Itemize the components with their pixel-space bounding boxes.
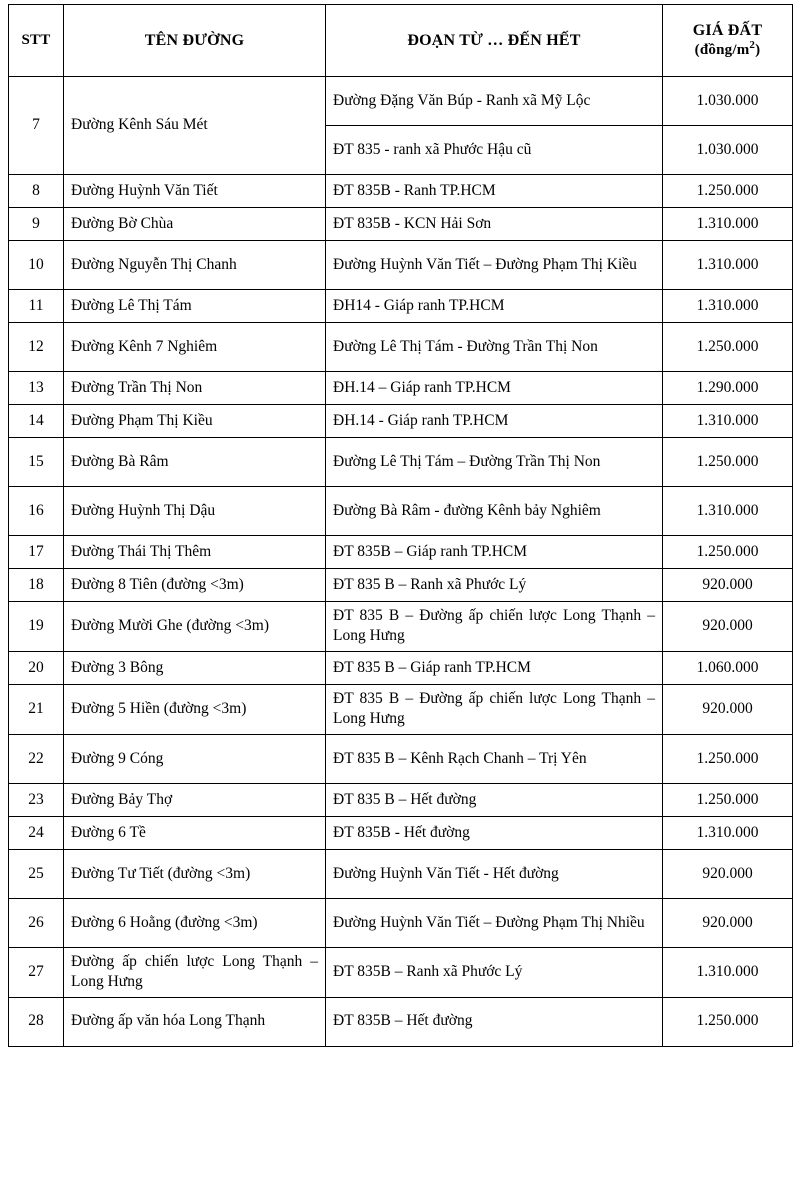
cell-stt: 27: [9, 947, 64, 997]
cell-ten-duong: Đường 5 Hiền (đường <3m): [64, 684, 326, 734]
cell-ten-duong: Đường Lê Thị Tám: [64, 290, 326, 323]
table-row: [9, 290, 793, 323]
cell-doan-tu-den-het: ĐH14 - Giáp ranh TP.HCM: [326, 290, 663, 323]
cell-doan-tu-den-het: ĐH.14 - Giáp ranh TP.HCM: [326, 405, 663, 438]
cell-stt: 24: [9, 816, 64, 849]
cell-doan-tu-den-het: Đường Lê Thị Tám – Đường Trần Thị Non: [326, 438, 663, 487]
cell-doan-tu-den-het: Đường Huỳnh Văn Tiết – Đường Phạm Thị Kiều: [326, 241, 663, 290]
cell-ten-duong: Đường Bờ Chùa: [64, 208, 326, 241]
cell-gia-dat: 920.000: [663, 569, 793, 602]
cell-stt: 22: [9, 734, 64, 783]
column-header-ten-duong: TÊN ĐƯỜNG: [64, 5, 326, 77]
cell-doan-tu-den-het: ĐT 835B – Ranh xã Phước Lý: [326, 947, 663, 997]
cell-stt: 10: [9, 241, 64, 290]
cell-gia-dat: 920.000: [663, 684, 793, 734]
table-row: [9, 783, 793, 816]
cell-gia-dat: 1.250.000: [663, 438, 793, 487]
column-header-doan-tu-den-het: ĐOẠN TỪ … ĐẾN HẾT: [326, 5, 663, 77]
cell-stt: 15: [9, 438, 64, 487]
cell-ten-duong: Đường Thái Thị Thêm: [64, 536, 326, 569]
gia-dat-title: GIÁ ĐẤT: [692, 22, 763, 40]
cell-ten-duong: Đường Huỳnh Văn Tiết: [64, 175, 326, 208]
table-header: [9, 5, 793, 77]
table-row: [9, 372, 793, 405]
cell-doan-tu-den-het: ĐT 835B - KCN Hải Sơn: [326, 208, 663, 241]
cell-gia-dat: 1.290.000: [663, 372, 793, 405]
cell-stt: 20: [9, 651, 64, 684]
cell-ten-duong: Đường ấp văn hóa Long Thạnh: [64, 997, 326, 1046]
cell-ten-duong: Đường Nguyễn Thị Chanh: [64, 241, 326, 290]
cell-stt: 26: [9, 898, 64, 947]
table-row: [9, 536, 793, 569]
cell-doan-tu-den-het: Đường Đặng Văn Búp - Ranh xã Mỹ Lộc: [326, 77, 663, 126]
gia-dat-unit: [670, 41, 785, 61]
cell-doan-tu-den-het: ĐT 835 B – Đường ấp chiến lược Long Thạnh – Long Hưng: [326, 602, 663, 652]
cell-doan-tu-den-het: ĐT 835 B – Ranh xã Phước Lý: [326, 569, 663, 602]
cell-ten-duong: Đường Phạm Thị Kiều: [64, 405, 326, 438]
cell-gia-dat: 1.310.000: [663, 947, 793, 997]
cell-doan-tu-den-het: ĐT 835B - Hết đường: [326, 816, 663, 849]
cell-ten-duong: Đường Mười Ghe (đường <3m): [64, 602, 326, 652]
cell-ten-duong: Đường 9 Cóng: [64, 734, 326, 783]
cell-stt: 8: [9, 175, 64, 208]
cell-stt: 14: [9, 405, 64, 438]
cell-doan-tu-den-het: ĐT 835 B – Đường ấp chiến lược Long Thạnh – Long Hưng: [326, 684, 663, 734]
cell-gia-dat: 1.030.000: [663, 126, 793, 175]
cell-gia-dat: 1.250.000: [663, 175, 793, 208]
cell-stt: 21: [9, 684, 64, 734]
cell-doan-tu-den-het: Đường Bà Râm - đường Kênh bảy Nghiêm: [326, 487, 663, 536]
cell-doan-tu-den-het: ĐT 835 B – Giáp ranh TP.HCM: [326, 651, 663, 684]
cell-stt: 18: [9, 569, 64, 602]
cell-gia-dat: 1.310.000: [663, 405, 793, 438]
table-row: [9, 651, 793, 684]
table-body: [9, 77, 793, 1047]
unit-superscript: 2: [749, 39, 756, 52]
cell-doan-tu-den-het: ĐT 835 B – Kênh Rạch Chanh – Trị Yên: [326, 734, 663, 783]
cell-doan-tu-den-het: ĐT 835B - Ranh TP.HCM: [326, 175, 663, 208]
table-row: [9, 816, 793, 849]
cell-doan-tu-den-het: ĐT 835B – Hết đường: [326, 997, 663, 1046]
table-row: [9, 569, 793, 602]
unit-close: ): [755, 42, 761, 59]
column-header-stt: STT: [9, 5, 64, 77]
table-row: [9, 323, 793, 372]
cell-ten-duong: Đường 6 Hoằng (đường <3m): [64, 898, 326, 947]
cell-gia-dat: 1.250.000: [663, 783, 793, 816]
cell-gia-dat: 1.250.000: [663, 997, 793, 1046]
table-row: [9, 684, 793, 734]
cell-stt: 12: [9, 323, 64, 372]
cell-gia-dat: 1.060.000: [663, 651, 793, 684]
cell-doan-tu-den-het: ĐT 835B – Giáp ranh TP.HCM: [326, 536, 663, 569]
cell-stt: 16: [9, 487, 64, 536]
cell-gia-dat: 1.310.000: [663, 816, 793, 849]
cell-ten-duong: Đường Bà Râm: [64, 438, 326, 487]
table-row: [9, 487, 793, 536]
land-price-table: [8, 4, 793, 1047]
cell-ten-duong: Đường Kênh Sáu Mét: [64, 77, 326, 175]
cell-doan-tu-den-het: ĐH.14 – Giáp ranh TP.HCM: [326, 372, 663, 405]
cell-gia-dat: 1.030.000: [663, 77, 793, 126]
table-row: [9, 997, 793, 1046]
cell-stt: 23: [9, 783, 64, 816]
table-row: [9, 241, 793, 290]
cell-stt: 17: [9, 536, 64, 569]
cell-ten-duong: Đường Tư Tiết (đường <3m): [64, 849, 326, 898]
cell-ten-duong: Đường 3 Bông: [64, 651, 326, 684]
cell-doan-tu-den-het: Đường Huỳnh Văn Tiết – Đường Phạm Thị Nhiều: [326, 898, 663, 947]
table-row: [9, 898, 793, 947]
cell-stt: 19: [9, 602, 64, 652]
cell-gia-dat: 920.000: [663, 602, 793, 652]
cell-ten-duong: Đường Kênh 7 Nghiêm: [64, 323, 326, 372]
cell-doan-tu-den-het: ĐT 835 B – Hết đường: [326, 783, 663, 816]
cell-doan-tu-den-het: ĐT 835 - ranh xã Phước Hậu cũ: [326, 126, 663, 175]
table-row: [9, 438, 793, 487]
column-header-gia-dat: [663, 5, 793, 77]
cell-ten-duong: Đường ấp chiến lược Long Thạnh – Long Hưng: [64, 947, 326, 997]
cell-gia-dat: 1.310.000: [663, 487, 793, 536]
cell-stt: 13: [9, 372, 64, 405]
cell-gia-dat: 1.250.000: [663, 323, 793, 372]
cell-gia-dat: 1.250.000: [663, 734, 793, 783]
table-row: [9, 208, 793, 241]
cell-gia-dat: 920.000: [663, 898, 793, 947]
header-row: [9, 5, 793, 77]
unit-open: (đồng/m: [694, 42, 750, 59]
cell-stt: 9: [9, 208, 64, 241]
cell-doan-tu-den-het: Đường Lê Thị Tám - Đường Trần Thị Non: [326, 323, 663, 372]
cell-ten-duong: Đường Bảy Thợ: [64, 783, 326, 816]
cell-doan-tu-den-het: Đường Huỳnh Văn Tiết - Hết đường: [326, 849, 663, 898]
cell-ten-duong: Đường Huỳnh Thị Dậu: [64, 487, 326, 536]
cell-gia-dat: 1.310.000: [663, 208, 793, 241]
cell-gia-dat: 920.000: [663, 849, 793, 898]
table-row: [9, 734, 793, 783]
cell-stt: 28: [9, 997, 64, 1046]
cell-gia-dat: 1.250.000: [663, 536, 793, 569]
table-row: [9, 602, 793, 652]
cell-stt: 11: [9, 290, 64, 323]
cell-stt: 25: [9, 849, 64, 898]
cell-gia-dat: 1.310.000: [663, 290, 793, 323]
table-row: [9, 849, 793, 898]
table-row: [9, 947, 793, 997]
cell-gia-dat: 1.310.000: [663, 241, 793, 290]
table-row: [9, 175, 793, 208]
table-row: [9, 77, 793, 126]
cell-ten-duong: Đường 8 Tiên (đường <3m): [64, 569, 326, 602]
cell-ten-duong: Đường Trần Thị Non: [64, 372, 326, 405]
table-row: [9, 405, 793, 438]
cell-stt: 7: [9, 77, 64, 175]
cell-ten-duong: Đường 6 Tề: [64, 816, 326, 849]
